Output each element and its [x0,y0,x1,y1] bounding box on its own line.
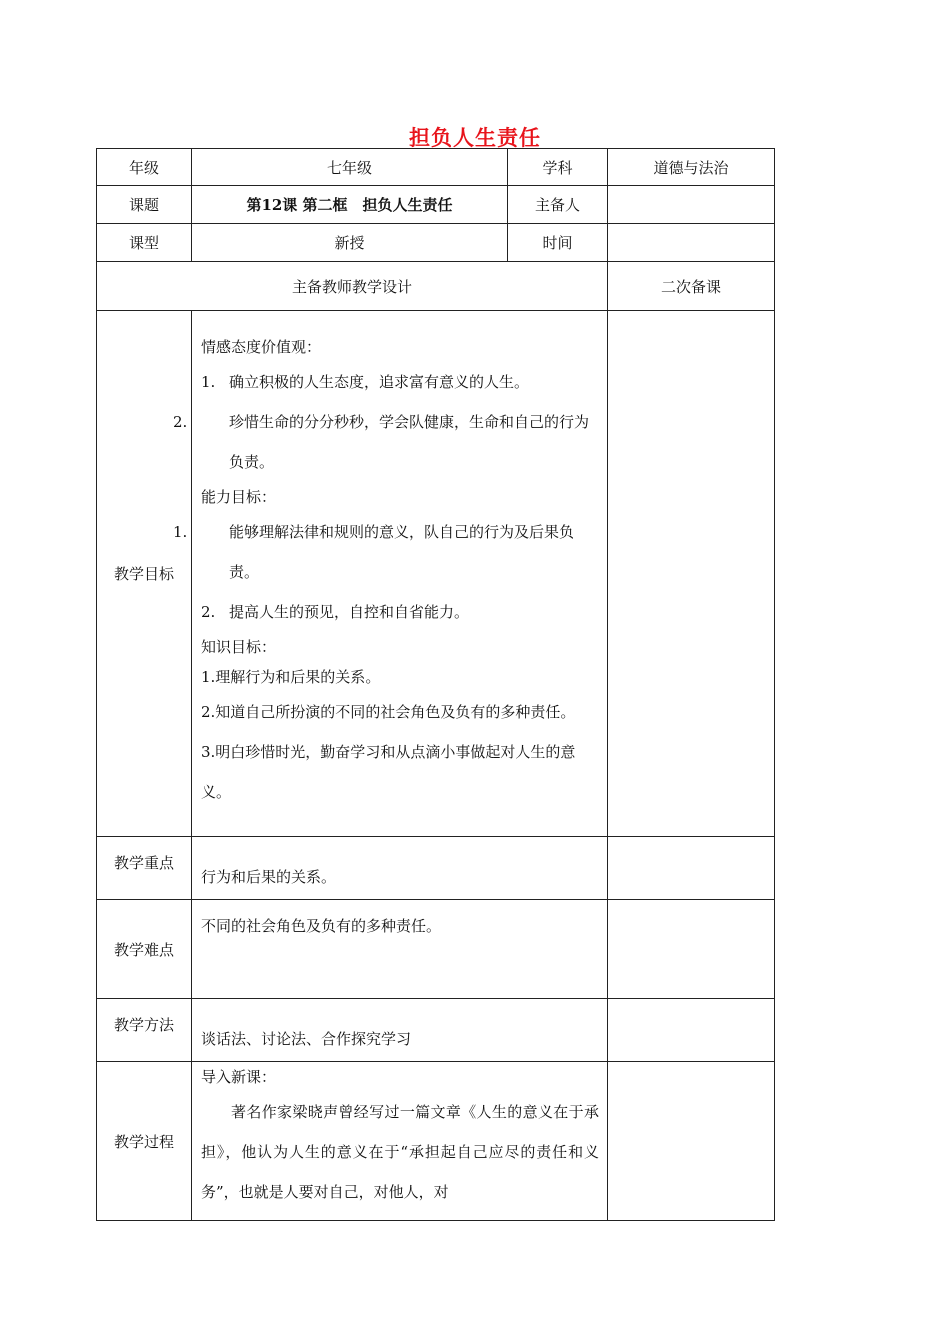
row-method [97,999,775,1062]
topic-label: 课题 [97,186,192,224]
goals-second-prep [608,311,775,837]
design-header: 主备教师教学设计 [97,262,608,311]
grade-label: 年级 [97,149,192,186]
process-label: 教学过程 [97,1062,192,1221]
goals-content [173,311,608,837]
preparer-value [608,186,775,224]
list-item: 3.明白珍惜时光，勤奋学习和从点滴小事做起对人生的意义。 [201,742,576,801]
knowledge-heading: 知识目标： [201,637,277,656]
difficulty-content: 不同的社会角色及负有的多种责任。 [192,900,608,999]
row-section-headers [97,262,775,311]
process-content [192,1062,608,1221]
intro-paragraph: 著名作家梁晓声曾经写过一篇文章《人生的意义在于承担》，他认为人生的意义在于“承担起自己应尽的责任和义务”，也就是人要对自己，对他人，对 [201,1103,599,1201]
type-value: 新授 [192,224,508,262]
difficulty-second-prep [608,900,775,999]
type-label: 课型 [97,224,192,262]
time-value [608,224,775,262]
row-grade-subject [97,149,775,186]
emotion-heading: 情感态度价值观： [201,337,322,356]
row-process [97,1062,775,1221]
method-content: 谈话法、讨论法、合作探究学习 [192,999,608,1062]
list-item: 2. 珍惜生命的分分秒秒，学会队健康，生命和自己的行为负责。 [173,412,590,471]
difficulty-label: 教学难点 [97,900,192,999]
goals-label: 教学目标 [97,311,192,837]
process-second-prep [608,1062,775,1221]
grade-value: 七年级 [192,149,508,186]
key-label: 教学重点 [97,837,192,900]
method-label: 教学方法 [97,999,192,1062]
list-item: 1.理解行为和后果的关系。 [201,667,381,686]
lesson-plan-table [96,148,775,1221]
topic-value: 第12课 第二框 担负人生责任 [192,186,508,224]
row-difficulty [97,900,775,999]
subject-value: 道德与法治 [608,149,775,186]
ability-heading: 能力目标： [201,487,277,506]
row-topic [97,186,775,224]
list-item: 1. 能够理解法律和规则的意义，队自己的行为及后果负责。 [173,522,575,581]
second-prep-header: 二次备课 [608,262,775,311]
method-second-prep [608,999,775,1062]
intro-heading: 导入新课： [201,1068,277,1086]
subject-label: 学科 [508,149,608,186]
list-item: 2.知道自己所扮演的不同的社会角色及负有的多种责任。 [201,702,576,721]
row-goals [97,311,775,837]
key-content: 行为和后果的关系。 [192,837,608,900]
list-item: 2. 提高人生的预见，自控和自省能力。 [201,602,470,621]
key-second-prep [608,837,775,900]
list-item: 1. 确立积极的人生态度，追求富有意义的人生。 [201,372,530,391]
row-type-time [97,224,775,262]
preparer-label: 主备人 [508,186,608,224]
row-key-point [97,837,775,900]
document-title: 担负人生责任 [409,126,541,150]
time-label: 时间 [508,224,608,262]
